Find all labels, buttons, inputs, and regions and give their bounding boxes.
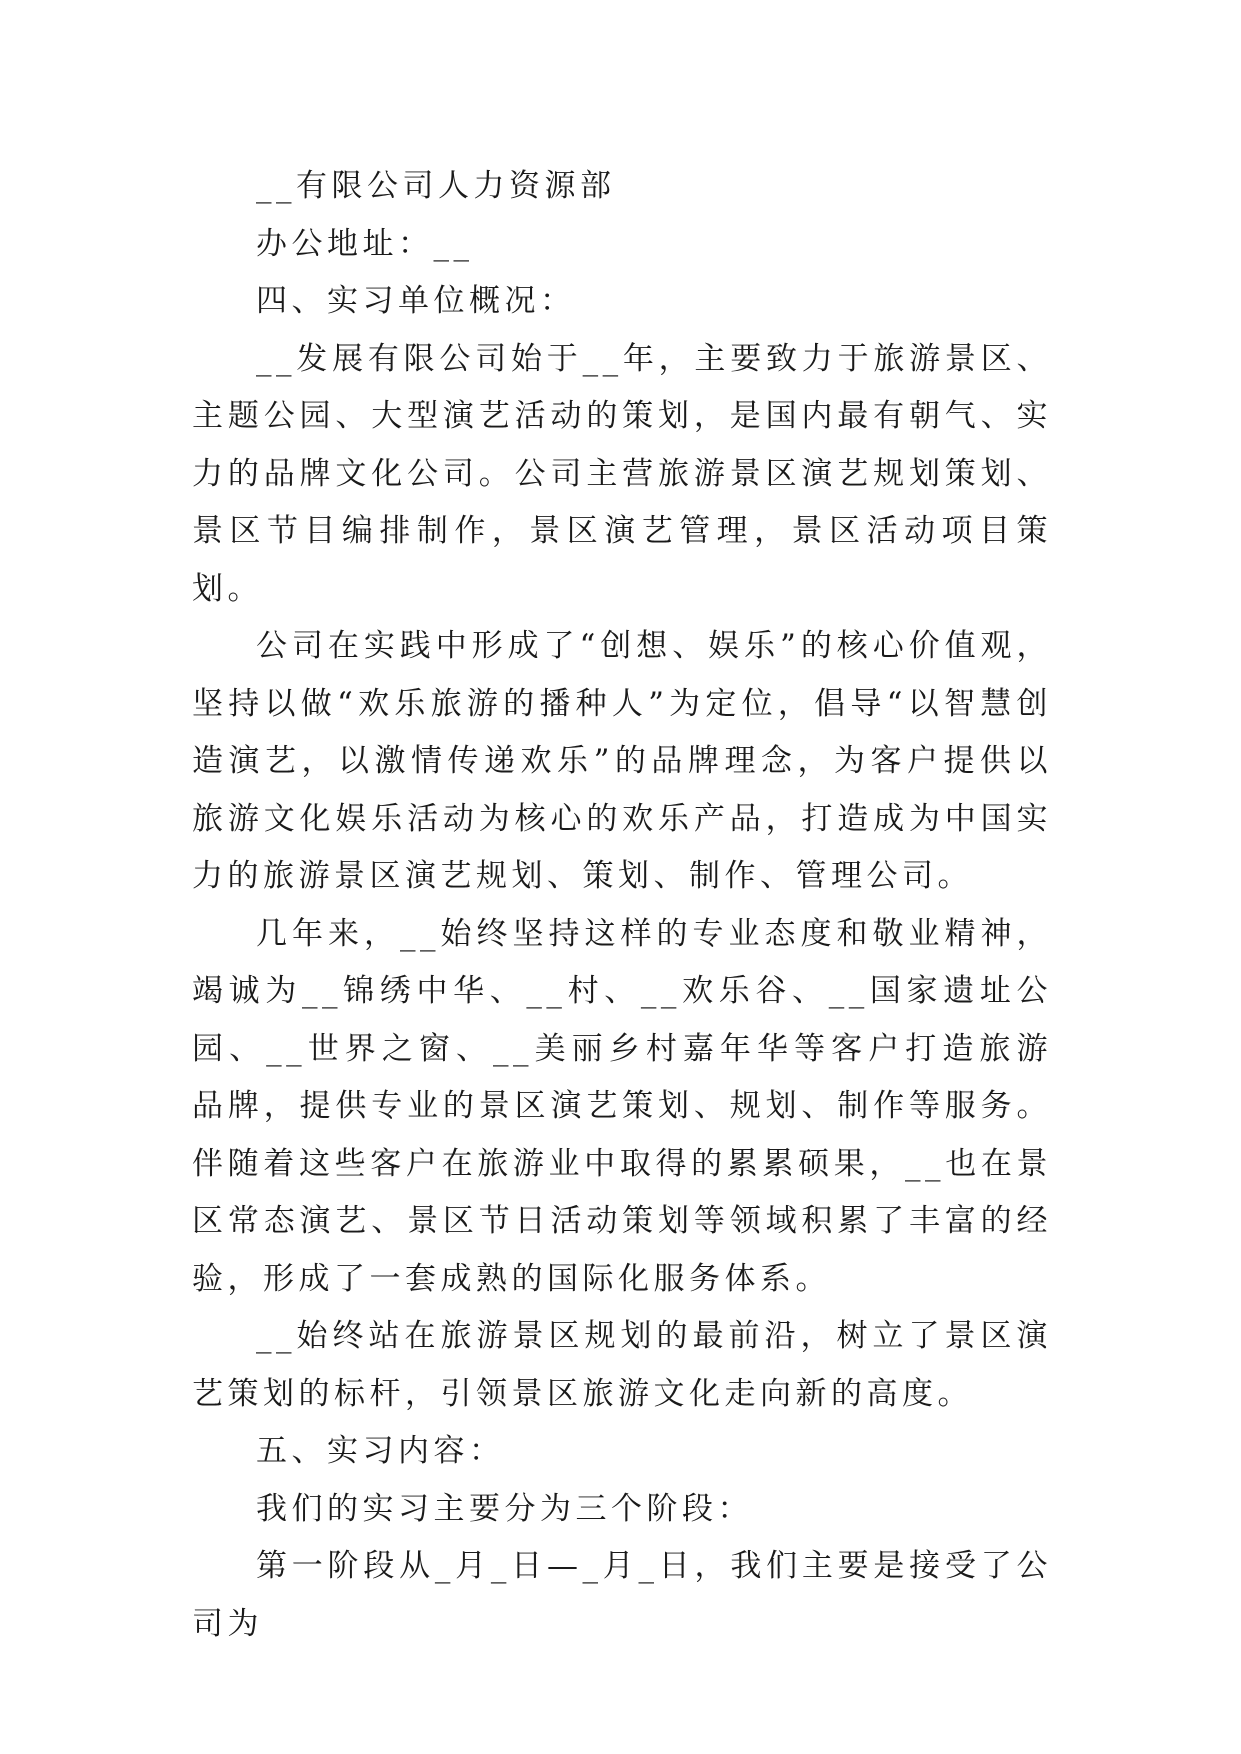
document-page (192, 158, 1052, 1653)
department-line: __有限公司人力资源部 (256, 168, 616, 204)
section-heading-company-overview: 四、实习单位概况： (256, 283, 576, 319)
paragraph-stage-one: 第一阶段从_月_日—_月_日，我们主要是接受了公司为 (192, 1548, 1052, 1642)
paragraph-leadership: __始终站在旅游景区规划的最前沿，树立了景区演艺策划的标杆，引领景区旅游文化走向新的高度。 (192, 1318, 1052, 1412)
paragraph-clients: 几年来，__始终坚持这样的专业态度和敬业精神，竭诚为__锦绣中华、__村、__欢乐谷、__国家遗址公园、__世界之窗、__美丽乡村嘉年华等客户打造旅游品牌，提供专业的景区演艺策划、规划、制作等服务。伴随着这些客户在旅游业中取得的累累硕果，__也在景区常态演艺、景区节日活动策划等领域积累了丰富的经验，形成了一套成熟的国际化服务体系。 (192, 915, 1052, 1297)
paragraph-company-intro: __发展有限公司始于__年，主要致力于旅游景区、主题公园、大型演艺活动的策划，是国内最有朝气、实力的品牌文化公司。公司主营旅游景区演艺规划策划、景区节目编排制作，景区演艺管理，景区活动项目策划。 (192, 340, 1052, 607)
office-address-line: 办公地址：__ (256, 225, 474, 262)
paragraph-core-values: 公司在实践中形成了“创想、娱乐”的核心价值观，坚持以做“欢乐旅游的播种人”为定位，倡导“以智慧创造演艺，以激情传递欢乐”的品牌理念，为客户提供以旅游文化娱乐活动为核心的欢乐产品，打造成为中国实力的旅游景区演艺规划、策划、制作、管理公司。 (192, 628, 1052, 894)
section-heading-internship-content: 五、实习内容： (256, 1433, 505, 1469)
paragraph-stages-intro: 我们的实习主要分为三个阶段： (256, 1490, 753, 1527)
